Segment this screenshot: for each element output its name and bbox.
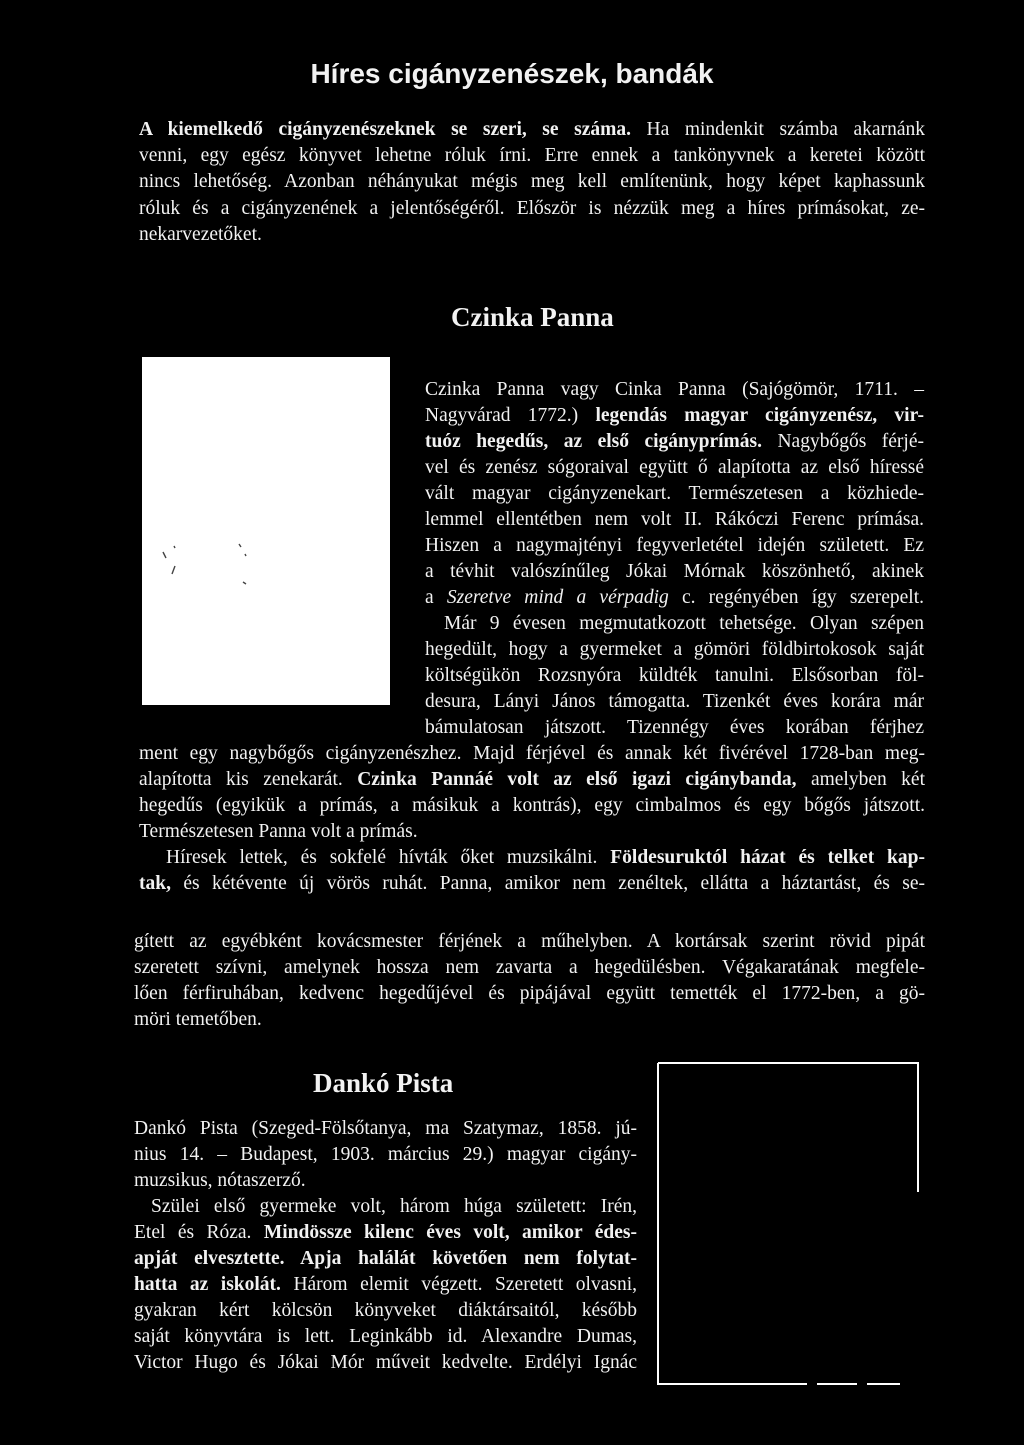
czinka-heading: Czinka Panna — [451, 302, 614, 332]
danko-line: Etel és Róza. Mindössze kilenc éves volt, amikor édes- — [134, 1222, 637, 1243]
danko-line: Dankó Pista (Szeged-Fölsőtanya, ma Szatymaz, 1858. jú- — [134, 1118, 637, 1139]
danko-line: muzsikus, nótaszerző. — [134, 1170, 306, 1191]
czinka-line: tuóz hegedűs, az első cigányprímás. Nagybőgős férjé- — [425, 431, 924, 452]
czinka-line: vel és zenész sógoraival együtt ő alapította az első híressé — [425, 457, 924, 478]
czinka-line: ment egy nagybőgős cigányzenészhez. Majd férjével és annak két fivérével 1728-ban meg- — [139, 743, 925, 764]
danko-line: Victor Hugo és Jókai Mór műveit kedvelte. Erdélyi Ignác — [134, 1352, 637, 1373]
page-title: Híres cigányzenészek, bandák — [310, 58, 714, 89]
czinka-line: lemmel ellentétben nem volt II. Rákóczi Ferenc prímása. — [425, 509, 924, 530]
intro-line: nincs lehetőség. Azonban néhányukat mégis meg kell említenünk, hogy képet kaphassunk — [139, 171, 925, 192]
danko-line: nius 14. – Budapest, 1903. március 29.) magyar cigány- — [134, 1144, 637, 1165]
czinka-line: gített az egyébként kovácsmester férjének a műhelyben. A kortársak szerint rövid pipát — [134, 931, 925, 952]
czinka-line: hegedült, hogy a gyermeket a gömöri földbirtokosok saját — [425, 639, 924, 660]
czinka-line: Már 9 évesen megmutatkozott tehetsége. Olyan szépen — [444, 613, 924, 634]
czinka-line: lően férfiruhában, kedvenc hegedűjével és pipájával együtt temették el 1772-ben, a gö- — [134, 983, 925, 1004]
danko-line: Szülei első gyermeke volt, három húga született: Irén, — [151, 1196, 637, 1217]
czinka-line: szeretett szívni, amelynek hossza nem zavarta a hegedülésben. Végakaratának megfele- — [134, 957, 925, 978]
danko-heading: Dankó Pista — [313, 1068, 454, 1098]
czinka-line: Természetesen Panna volt a prímás. — [139, 821, 418, 842]
czinka-line: tak, és kétévente új vörös ruhát. Panna, amikor nem zenéltek, ellátta a háztartást, és se- — [139, 873, 925, 894]
czinka-line: möri temetőben. — [134, 1009, 262, 1030]
czinka-line: Hiszen a nagymajtényi fegyverletétel idején született. Ez — [425, 535, 924, 556]
czinka-line: költségükön Rozsnyóra küldték tanulni. Elsősorban föl- — [425, 665, 924, 686]
czinka-line: bámulatosan játszott. Tizennégy éves korában férjhez — [425, 717, 924, 738]
danko-line: apját elvesztette. Apja halálát követően nem folytat- — [134, 1248, 637, 1269]
czinka-line: Híresek lettek, és sokfelé hívták őket muzsikálni. Földesuruktól házat és telket kap- — [166, 847, 925, 868]
czinka-line: a tévhit valószínűleg Jókai Mórnak köszönhető, akinek — [425, 561, 924, 582]
czinka-line: Nagyvárad 1772.) legendás magyar cigányzenész, vir- — [425, 405, 924, 426]
czinka-line: a Szeretve mind a vérpadig c. regényében így szerepelt. — [425, 587, 924, 608]
intro-line: nekarvezetőket. — [139, 224, 262, 245]
czinka-line: hegedűs (egyikük a prímás, a másikuk a kontrás), egy cimbalmos és egy bőgős játszott. — [139, 795, 925, 816]
czinka-line: Czinka Panna vagy Cinka Panna (Sajógömör, 1711. – — [425, 379, 924, 400]
danko-line: hatta az iskolát. Három elemit végzett. Szeretett olvasni, — [134, 1274, 637, 1295]
czinka-portrait-frame — [141, 356, 391, 706]
intro-line: venni, egy egész könyvet lehetne róluk írni. Erre ennek a tankönyvnek a keretei között — [139, 145, 925, 166]
intro-line: róluk és a cigányzenének a jelentőségéről. Először is nézzük meg a híres prímásokat, ze- — [139, 198, 925, 219]
danko-line: gyakran kért kölcsön könyveket diáktársaitól, később — [134, 1300, 637, 1321]
czinka-line: vált magyar cigányzenekart. Természetesen a közhiede- — [425, 483, 924, 504]
czinka-line: alapította kis zenekarát. Czinka Pannáé volt az első igazi cigánybanda, amelyben két — [139, 769, 926, 790]
czinka-line: desura, Lányi János támogatta. Tizenkét éves korára már — [425, 691, 924, 712]
danko-line: saját könyvtára is lett. Leginkább id. Alexandre Dumas, — [134, 1326, 637, 1347]
danko-portrait-frame — [657, 1062, 921, 1388]
intro-line: A kiemelkedő cigányzenészeknek se szeri, se száma. Ha mindenkit számba akarnánk — [139, 119, 925, 140]
